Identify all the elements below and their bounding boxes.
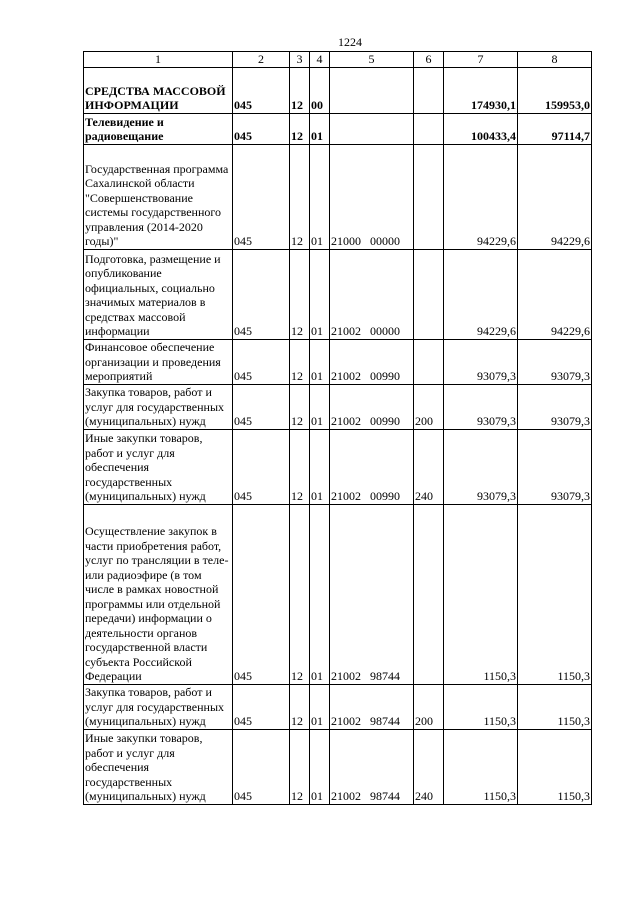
row-col2: 045: [233, 504, 290, 684]
header-cell: 4: [310, 52, 330, 68]
row-col5-part1: 21002: [331, 789, 361, 803]
row-col4: 01: [310, 429, 330, 504]
row-col5-part2: 98744: [370, 789, 400, 803]
row-col3: 12: [290, 339, 310, 384]
row-col7: 93079,3: [444, 339, 518, 384]
header-cell: 3: [290, 52, 310, 68]
row-col6: [414, 113, 444, 144]
row-col8: 159953,0: [518, 67, 592, 113]
row-col7: 174930,1: [444, 67, 518, 113]
row-name: Государственная программа Сахалинской области "Совершенствование системы государственного управления (2014-2020 годы)": [84, 144, 233, 249]
row-col4: 01: [310, 249, 330, 339]
row-col5: [330, 684, 414, 729]
header-cell: 7: [444, 52, 518, 68]
row-col8: 93079,3: [518, 429, 592, 504]
row-col5-part2: 00000: [370, 234, 400, 248]
row-col6: 200: [414, 684, 444, 729]
row-col8: 94229,6: [518, 249, 592, 339]
table-body: [84, 67, 592, 804]
row-col5: [330, 729, 414, 804]
row-col6: [414, 339, 444, 384]
header-cell: 8: [518, 52, 592, 68]
row-col3: 12: [290, 684, 310, 729]
row-col2: 045: [233, 249, 290, 339]
row-col4: 01: [310, 684, 330, 729]
row-col3: 12: [290, 429, 310, 504]
row-col6: [414, 144, 444, 249]
row-col5-part2: 00990: [370, 414, 400, 428]
row-col5: [330, 504, 414, 684]
row-col2: 045: [233, 144, 290, 249]
row-col5-part1: 21002: [331, 489, 361, 503]
row-col4: 00: [310, 67, 330, 113]
row-col5-part1: 21002: [331, 324, 361, 338]
row-col3: 12: [290, 729, 310, 804]
table-row: [84, 144, 592, 249]
row-name: Иные закупки товаров, работ и услуг для обеспечения государственных (муниципальных) нужд: [84, 429, 233, 504]
row-col8: 1150,3: [518, 729, 592, 804]
row-col2: 045: [233, 67, 290, 113]
row-name: Подготовка, размещение и опубликование официальных, социально значимых материалов в средствах массовой информации: [84, 249, 233, 339]
row-col3: 12: [290, 67, 310, 113]
row-col6: [414, 67, 444, 113]
header-cell: 6: [414, 52, 444, 68]
row-col2: 045: [233, 429, 290, 504]
table-row: [84, 729, 592, 804]
row-col2: 045: [233, 339, 290, 384]
row-col2: 045: [233, 384, 290, 429]
row-col4: 01: [310, 339, 330, 384]
header-cell: 2: [233, 52, 290, 68]
row-col8: 93079,3: [518, 339, 592, 384]
row-col5: [330, 429, 414, 504]
row-col5-part1: 21002: [331, 369, 361, 383]
table-row: [84, 429, 592, 504]
table-row: [84, 504, 592, 684]
row-col4: 01: [310, 113, 330, 144]
row-col6: 240: [414, 729, 444, 804]
row-col3: 12: [290, 249, 310, 339]
row-col2: 045: [233, 729, 290, 804]
row-col5-part1: 21002: [331, 414, 361, 428]
row-name: СРЕДСТВА МАССОВОЙ ИНФОРМАЦИИ: [84, 67, 233, 113]
row-col7: 93079,3: [444, 429, 518, 504]
row-col3: 12: [290, 384, 310, 429]
row-col7: 1150,3: [444, 729, 518, 804]
row-col7: 94229,6: [444, 144, 518, 249]
row-col3: 12: [290, 113, 310, 144]
row-col5-part2: 00990: [370, 369, 400, 383]
row-col5: [330, 67, 414, 113]
row-name: Телевидение и радиовещание: [84, 113, 233, 144]
row-col5-part2: 98744: [370, 669, 400, 683]
row-col7: 1150,3: [444, 684, 518, 729]
row-col5-part2: 98744: [370, 714, 400, 728]
row-col8: 94229,6: [518, 144, 592, 249]
row-col4: 01: [310, 144, 330, 249]
row-col5-part1: 21002: [331, 714, 361, 728]
table-row: [84, 684, 592, 729]
table-row: [84, 67, 592, 113]
row-col5: [330, 249, 414, 339]
budget-table: [83, 51, 592, 805]
row-col5-part1: 21002: [331, 669, 361, 683]
table-row: [84, 384, 592, 429]
table-row: [84, 249, 592, 339]
row-col5: [330, 113, 414, 144]
header-cell: 5: [330, 52, 414, 68]
row-col7: 1150,3: [444, 504, 518, 684]
header-cell: 1: [84, 52, 233, 68]
row-name: Финансовое обеспечение организации и проведения мероприятий: [84, 339, 233, 384]
row-col7: 93079,3: [444, 384, 518, 429]
row-col5: [330, 339, 414, 384]
table-row: [84, 113, 592, 144]
row-col5-part2: 00000: [370, 324, 400, 338]
page-number: 1224: [338, 35, 362, 49]
row-col2: 045: [233, 113, 290, 144]
row-col8: 1150,3: [518, 684, 592, 729]
row-col3: 12: [290, 504, 310, 684]
row-col6: 240: [414, 429, 444, 504]
row-col5: [330, 384, 414, 429]
row-col6: 200: [414, 384, 444, 429]
row-name: Закупка товаров, работ и услуг для государственных (муниципальных) нужд: [84, 384, 233, 429]
row-col4: 01: [310, 504, 330, 684]
row-col6: [414, 504, 444, 684]
row-name: Закупка товаров, работ и услуг для государственных (муниципальных) нужд: [84, 684, 233, 729]
row-name: Осуществление закупок в части приобретения работ, услуг по трансляции в теле- или радиоэфире (в том числе в рамках новостной программы или отдельной передачи) информации о деятельности органов государственной власти субъекта Российской Федерации: [84, 504, 233, 684]
row-col4: 01: [310, 384, 330, 429]
row-col3: 12: [290, 144, 310, 249]
row-col2: 045: [233, 684, 290, 729]
row-col7: 100433,4: [444, 113, 518, 144]
row-col5: [330, 144, 414, 249]
table-row: [84, 339, 592, 384]
row-col4: 01: [310, 729, 330, 804]
row-col8: 1150,3: [518, 504, 592, 684]
row-col5-part2: 00990: [370, 489, 400, 503]
row-col8: 97114,7: [518, 113, 592, 144]
table-header-row: [84, 52, 592, 68]
row-col8: 93079,3: [518, 384, 592, 429]
row-col5-part1: 21000: [331, 234, 361, 248]
row-name: Иные закупки товаров, работ и услуг для обеспечения государственных (муниципальных) нужд: [84, 729, 233, 804]
row-col6: [414, 249, 444, 339]
row-col7: 94229,6: [444, 249, 518, 339]
